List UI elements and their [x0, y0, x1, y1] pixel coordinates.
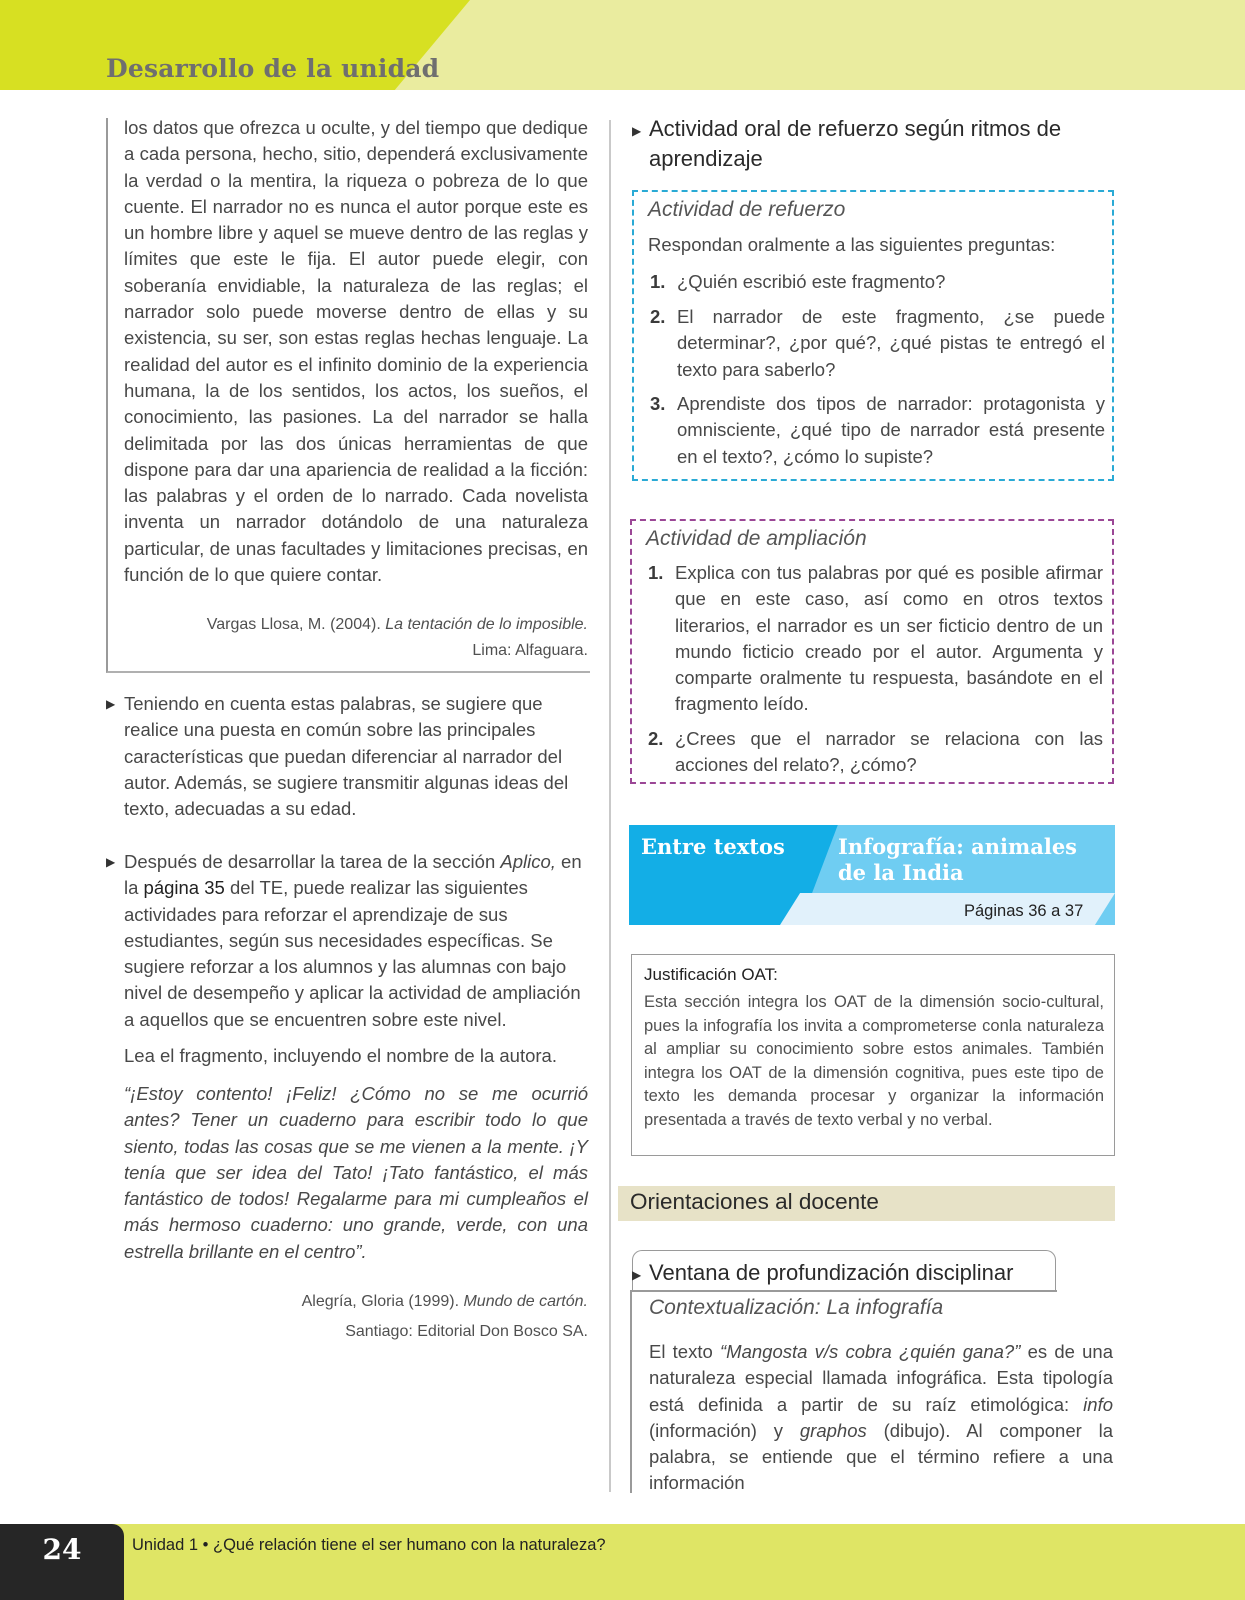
- ventana-text-part: es de una naturaleza especial llamada infográfica. Esta tipología está definida a partir de su raíz etimológica:: [649, 1341, 1113, 1415]
- ampliacion-item: [648, 726, 1103, 779]
- fragment-text: “¡Estoy contento! ¡Feliz! ¿Cómo no se me ocurrió antes? Tener un cuaderno para escribir todo lo que siento, todas las cosas que se me vienen a la mente. ¡Y tenía que ser idea del Tato! ¡Tato fantástico, el más fantástico de todos! Regalarme para mi cumpleaños el más hermoso cuaderno: uno grande, verde, con una estrella brillante en el centro”.: [124, 1083, 588, 1262]
- ventana-text: [649, 1339, 1113, 1497]
- citation-vargas-llosa: [124, 612, 588, 664]
- quote-text: los datos que ofrezca u oculte, y del tiempo que dedique a cada persona, hecho, sitio, dependerá exclusivamente la verdad o la mentira, la riqueza o pobreza de lo que cuente. El narrador no es nunca el autor porque este es un hombre libre y aquel se mueve dentro de las reglas y límites que este le fija. El autor puede elegir, con soberanía envidiable, la naturaleza de las reglas; el narrador solo puede moverse dentro de ellas y su existencia, su ser, son estas reglas hechas lenguaje. La realidad del autor es el infinito dominio de la experiencia humana, la de los sentidos, los actos, los sueños, el conocimiento, las pasiones. La del narrador se halla delimitada por las dos únicas herramientas de que dispone para dar una apariencia de realidad a la ficción: las palabras y el orden de lo narrado. Cada novelista inventa un narrador dotándolo de una naturaleza particular, de unas facultades y limitaciones precisas, en función de lo que quiere contar.: [124, 117, 588, 586]
- ampliacion-item: [648, 560, 1103, 718]
- read-instruction: Lea el fragmento, incluyendo el nombre de la autora.: [124, 1045, 557, 1066]
- bullet-puesta-en-comun: [106, 691, 591, 822]
- refuerzo-title: Actividad de refuerzo: [648, 198, 846, 221]
- banner-pages: Páginas 36 a 37: [964, 902, 1084, 920]
- item-number: 2.: [650, 306, 666, 327]
- citation-book: Mundo de cartón.: [463, 1293, 588, 1310]
- item-number: 3.: [650, 393, 666, 414]
- refuerzo-item: [650, 304, 1105, 383]
- orientaciones-title: Orientaciones al docente: [630, 1189, 879, 1214]
- ventana-quote: “Mangosta v/s cobra ¿quién gana?”: [720, 1341, 1021, 1362]
- citation-author: Alegría, Gloria (1999).: [301, 1293, 464, 1310]
- bullet-text-part3: del TE, puede realizar las siguientes actividades para reforzar el aprendizaje de sus estudiantes, según sus necesidades específicas. Se sugiere reforzar a los alumnos y las alumnas con bajo nivel de desempeño y aplicar la actividad de ampliación a aquellos que se encuentren sobre este nivel.: [124, 877, 581, 1030]
- ventana-term-info: info: [1083, 1393, 1113, 1415]
- column-divider: [609, 120, 611, 1492]
- banner-title: Infografía: animales de la India: [838, 834, 1078, 885]
- ventana-text-part: El texto: [649, 1341, 720, 1362]
- item-text: ¿Quién escribió este fragmento?: [677, 271, 946, 292]
- refuerzo-item: [650, 269, 1107, 295]
- ventana-left-rule: [630, 1290, 632, 1493]
- citation-author: Vargas Llosa, M. (2004).: [206, 616, 386, 633]
- item-text: Explica con tus palabras por qué es posible afirmar que en este caso, así como en otros textos literarios, el narrador es un ser ficticio dentro de un mundo ficticio creado por el autor. Argumenta y comparte oralmente tu respuesta, basándote en el fragmento leído.: [675, 562, 1103, 715]
- citation-place: Lima: Alfaguara.: [472, 642, 588, 659]
- bullet-text-part1: Después de desarrollar la tarea de la sección: [124, 851, 501, 872]
- citation-alegria: [124, 1287, 588, 1347]
- item-text: Aprendiste dos tipos de narrador: protagonista y omnisciente, ¿qué tipo de narrador está presente en el texto?, ¿cómo lo supiste?: [677, 393, 1105, 467]
- section-title: Actividad oral de refuerzo según ritmos de aprendizaje: [649, 116, 1062, 171]
- banner-label: Entre textos: [641, 834, 785, 859]
- section-triangle-icon: ▶: [632, 124, 642, 138]
- refuerzo-intro: Respondan oralmente a las siguientes preguntas:: [648, 234, 1056, 255]
- page-reference: página 35: [143, 877, 225, 899]
- bullet-text: Teniendo en cuenta estas palabras, se sugiere que realice una puesta en común sobre las principales características que puedan diferenciar al narrador del autor. Además, se sugiere transmitir algunas ideas del texto, adecuadas a su edad.: [124, 693, 569, 820]
- citation-book: La tentación de lo imposible.: [385, 616, 588, 633]
- bullet-aplico-label: Aplico,: [500, 851, 556, 872]
- item-text: ¿Crees que el narrador se relaciona con las acciones del relato?, ¿cómo?: [675, 728, 1103, 776]
- ventana-term-graphos: graphos: [799, 1419, 867, 1441]
- footer-unit-text: Unidad 1 • ¿Qué relación tiene el ser humano con la naturaleza?: [132, 1536, 606, 1554]
- item-number: 1.: [648, 562, 664, 583]
- ventana-triangle-icon: ▶: [632, 1268, 642, 1282]
- ampliacion-title: Actividad de ampliación: [646, 527, 867, 550]
- ventana-underline: [630, 1290, 1057, 1292]
- page-number: 24: [42, 1533, 82, 1566]
- page-header-title: Desarrollo de la unidad: [106, 54, 440, 83]
- oat-text: Esta sección integra los OAT de la dimensión socio-cultural, pues la infografía los invita a comprometerse conla naturaleza al ampliar su conocimiento sobre estos animales. También integra los OAT de la dimensión cognitiva, pues este tipo de texto les demanda procesar y organizar la información presentada a través de texto verbal y no verbal.: [644, 993, 1104, 1129]
- refuerzo-item: [650, 391, 1105, 470]
- bullet-aplico: [106, 849, 591, 1033]
- bullet-triangle-icon: ▶: [106, 697, 116, 711]
- ventana-text-part: (información) y: [649, 1419, 800, 1441]
- bullet-triangle-icon: ▶: [106, 855, 116, 869]
- bullet-text-part2: en la: [124, 851, 582, 899]
- item-number: 1.: [650, 271, 666, 292]
- citation-place: Santiago: Editorial Don Bosco SA.: [345, 1323, 588, 1340]
- ventana-subtitle: Contextualización: La infografía: [649, 1296, 944, 1319]
- ventana-title: Ventana de profundización disciplinar: [649, 1260, 1014, 1285]
- oat-heading: Justificación OAT:: [644, 965, 778, 984]
- ventana-text-part: (dibujo). Al componer la palabra, se entiende que el término refiere a una información: [649, 1419, 1113, 1494]
- item-number: 2.: [648, 728, 664, 749]
- item-text: El narrador de este fragmento, ¿se puede determinar?, ¿por qué?, ¿qué pistas te entregó el texto para saberlo?: [677, 306, 1105, 380]
